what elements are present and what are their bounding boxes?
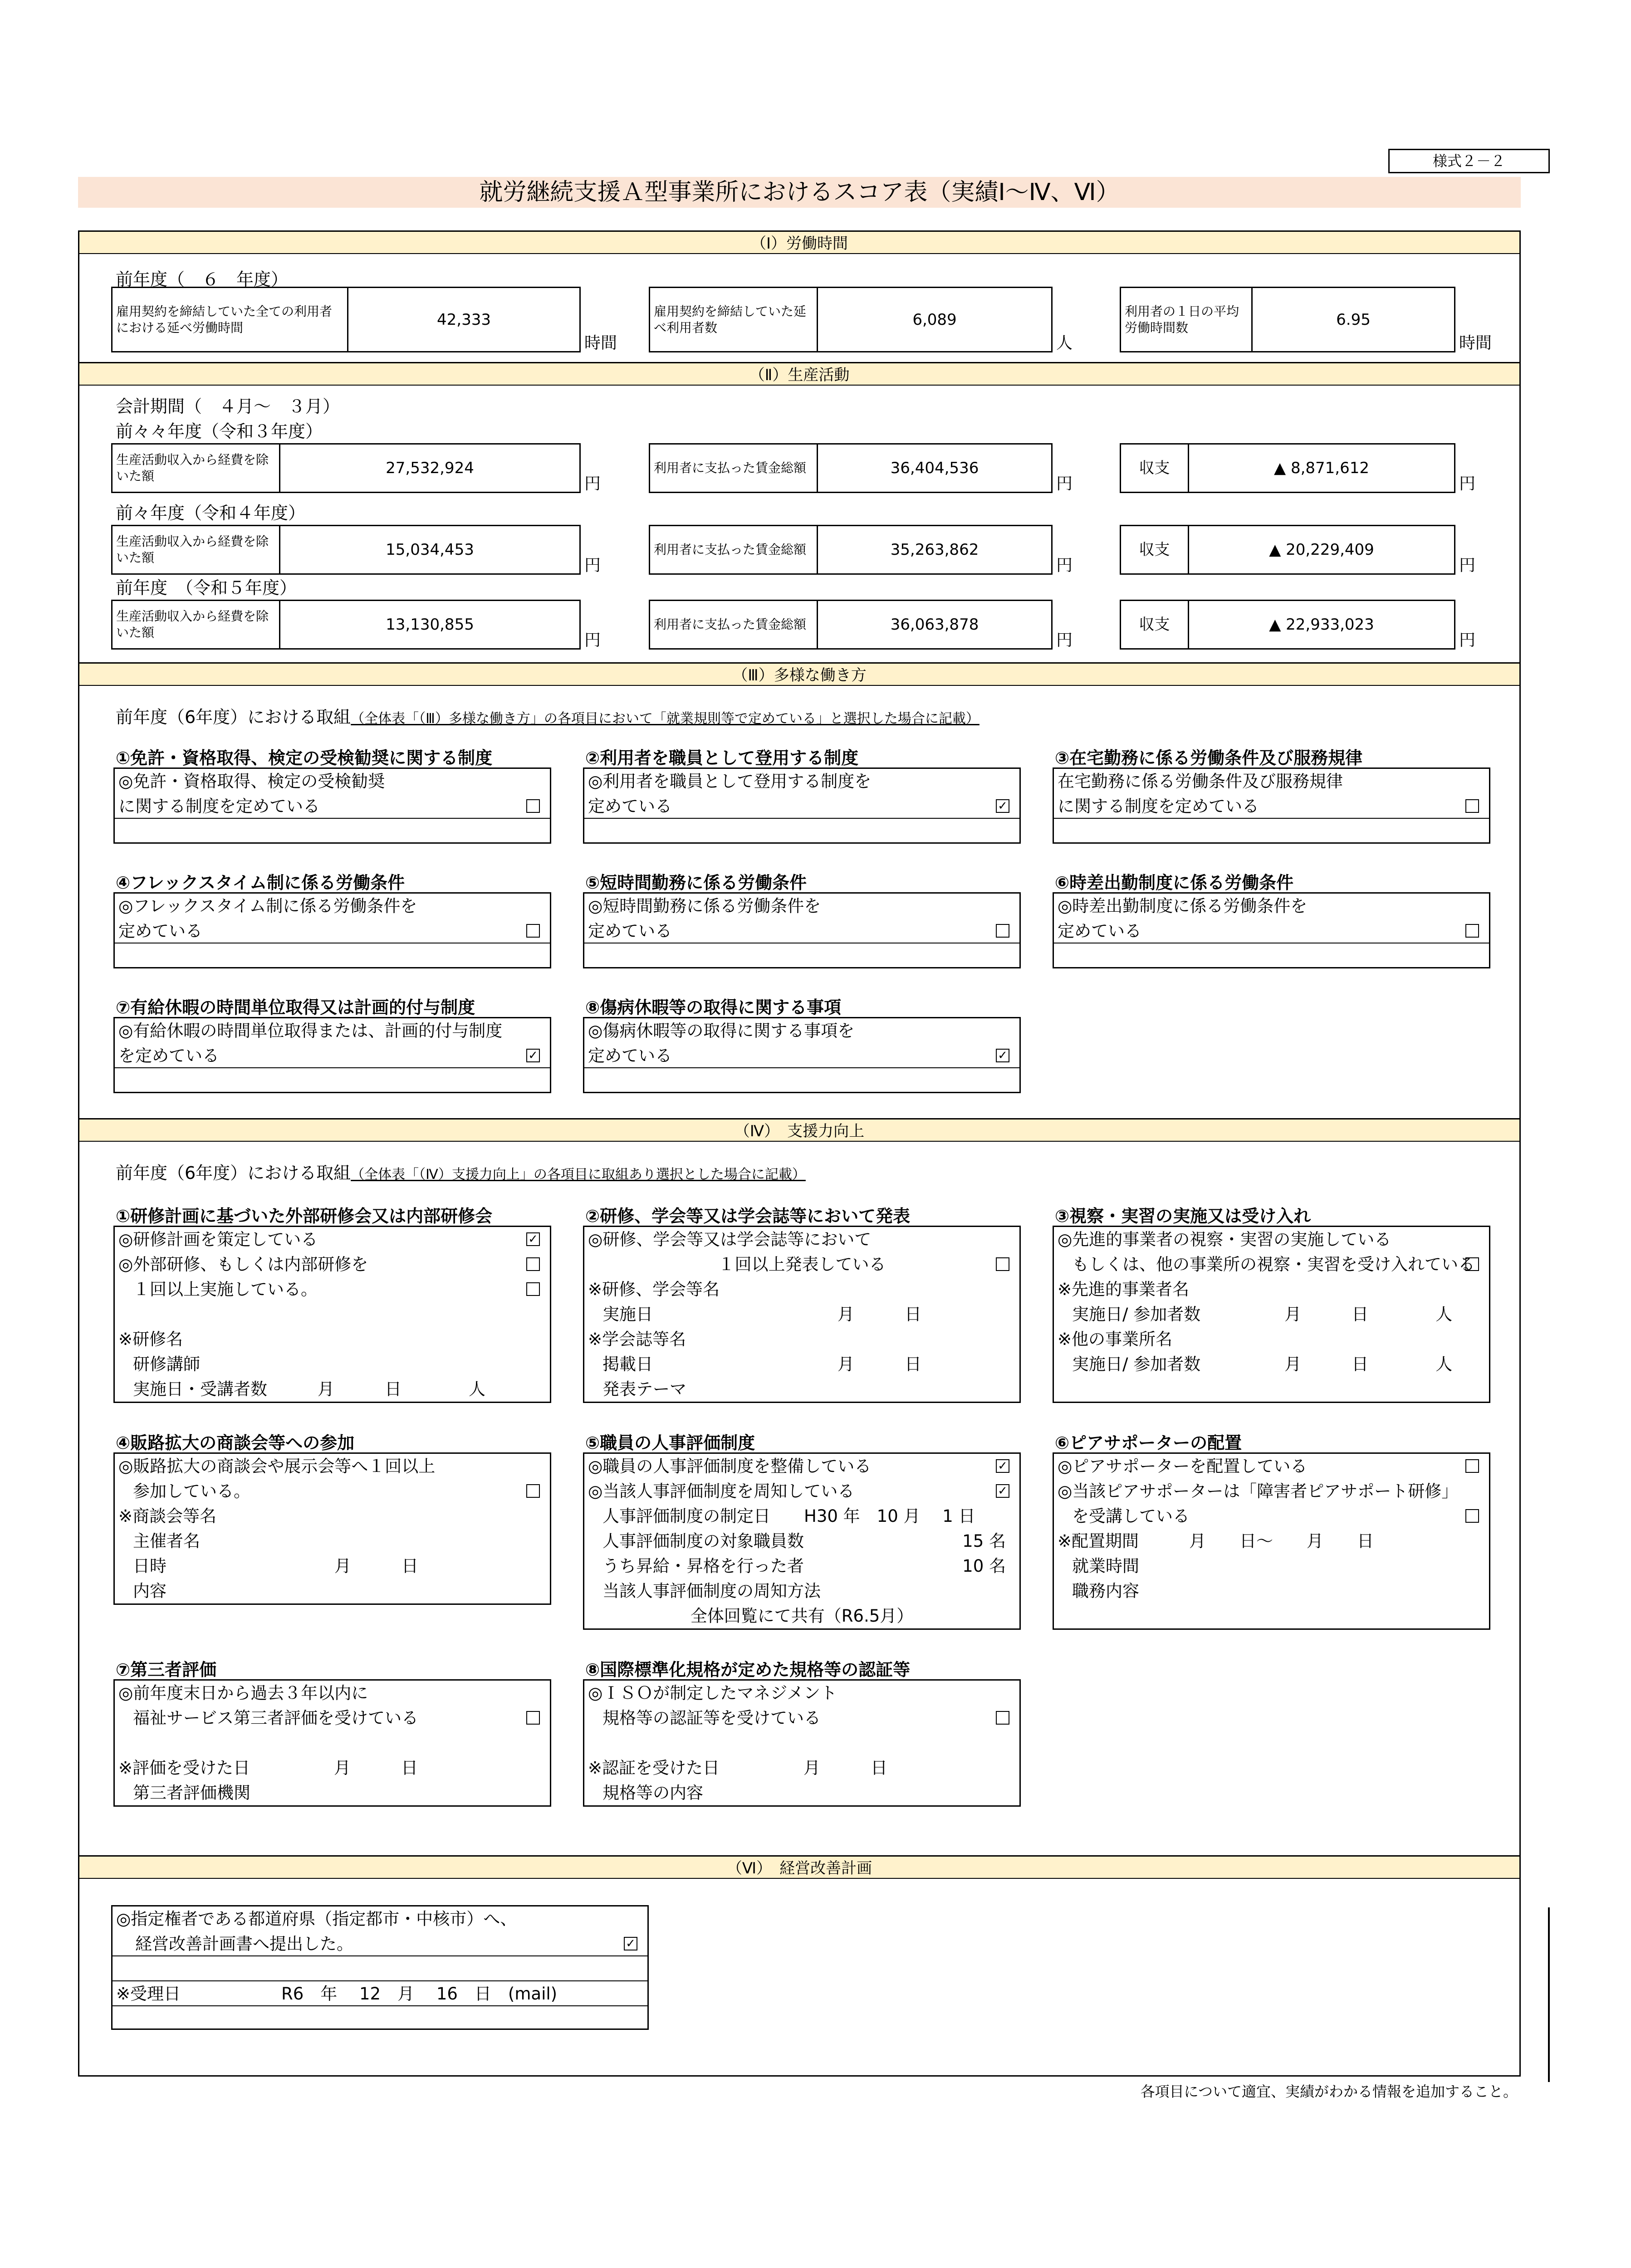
workstyle-item-line1: 在宅勤務に係る労働条件及び服務規律	[1058, 772, 1343, 791]
support-item-row: うち昇給・昇格を行った者 10 名	[584, 1554, 1019, 1579]
plan-row-1: ◎指定権者である都道府県（指定都市・中核市）へ、	[116, 1909, 517, 1929]
support-item-box	[583, 1452, 1021, 1630]
support-item-row: ◎当該人事評価制度を周知している ✓	[584, 1479, 1019, 1504]
support-item-checkbox[interactable]	[526, 1282, 540, 1296]
support-item-row: 実施日/ 参加者数 月 日 人	[1072, 1354, 1453, 1374]
support-item-title: ⑦第三者評価	[116, 1660, 217, 1680]
workstyle-item-line1: ◎時差出勤制度に係る労働条件を	[1058, 896, 1308, 916]
support-item-row: ◎前年度末日から過去３年以内に	[118, 1683, 368, 1703]
labor-hours-unit: 時間	[584, 334, 617, 352]
balance-box	[1120, 525, 1455, 575]
wage-label: 利用者に支払った賃金総額	[650, 445, 818, 492]
support-item-title: ④販路拡大の商談会等への参加	[116, 1433, 355, 1453]
wage-unit: 円	[1056, 474, 1073, 493]
labor-hours-label: 雇用契約を締結していた全ての利用者における延べ労働時間	[113, 288, 348, 351]
workstyle-item-line2: 定めている ✓	[584, 1043, 1019, 1068]
support-item-row: ※研修、学会等名	[588, 1280, 720, 1299]
balance-unit: 円	[1459, 474, 1476, 493]
support-item-title: ②研修、学会等又は学会誌等において発表	[585, 1206, 911, 1226]
support-item-checkbox[interactable]: ✓	[996, 1484, 1009, 1498]
support-item-box	[583, 1226, 1021, 1403]
workstyle-item-line3	[1054, 943, 1489, 968]
workstyle-item-box	[113, 1017, 551, 1093]
income-box	[111, 600, 581, 650]
workstyle-item-title: ⑥時差出勤制度に係る労働条件	[1055, 873, 1294, 893]
workstyle-item-checkbox[interactable]	[526, 799, 540, 813]
avg-hours-value: 6.95	[1336, 310, 1371, 329]
workstyle-item-line3	[115, 1068, 550, 1093]
support-item-row: ◎先進的事業者の視察・実習の実施している	[1058, 1230, 1391, 1249]
workstyle-item-box	[583, 1017, 1021, 1093]
section4-note: （全体表「（Ⅳ）支援力向上」の各項目に取組あり選択とした場合に記載）	[351, 1167, 806, 1183]
support-item-checkbox[interactable]	[1465, 1459, 1479, 1473]
workstyle-item-line1: ◎免許・資格取得、検定の受検勧奨	[118, 772, 385, 791]
support-item-box	[1053, 1452, 1490, 1630]
support-item-row: 内容	[133, 1581, 167, 1601]
accounting-period: 会計期間（ ４月～ ３月）	[116, 396, 340, 416]
workstyle-item-title: ②利用者を職員として登用する制度	[585, 748, 859, 768]
target-staff-count: 15 名	[962, 1531, 1006, 1551]
workstyle-item-line2: 定めている	[584, 919, 1019, 943]
workstyle-item-box	[1053, 892, 1490, 968]
support-item-row: ※研修名	[118, 1330, 183, 1349]
users-value: 6,089	[912, 310, 957, 329]
workstyle-item-checkbox[interactable]	[526, 924, 540, 938]
wage-value: 35,263,862	[890, 541, 979, 559]
wage-label: 利用者に支払った賃金総額	[650, 601, 818, 648]
management-plan-box	[111, 1905, 649, 2030]
wage-unit: 円	[1056, 631, 1073, 650]
support-item-row: ※学会誌等名	[588, 1330, 686, 1349]
support-item-checkbox[interactable]	[526, 1484, 540, 1498]
section3-heading: （Ⅲ）多様な働き方	[79, 662, 1519, 686]
income-box	[111, 525, 581, 575]
workstyle-item-checkbox[interactable]	[1465, 924, 1479, 938]
income-label: 生産活動収入から経費を除いた額	[113, 526, 280, 573]
wage-box	[649, 443, 1053, 493]
plan-row-3	[113, 1956, 647, 1981]
income-value: 27,532,924	[386, 459, 474, 477]
income-unit: 円	[584, 556, 601, 575]
support-item-row: 参加している。	[115, 1479, 550, 1504]
wage-unit: 円	[1056, 556, 1073, 575]
labor-hours-value: 42,333	[437, 310, 491, 329]
support-item-row: ※先進的事業者名	[1058, 1280, 1190, 1299]
section2-heading: （Ⅱ）生産活動	[79, 362, 1519, 386]
workstyle-item-line1: ◎短時間勤務に係る労働条件を	[588, 896, 821, 916]
workstyle-item-title: ④フレックスタイム制に係る労働条件	[116, 873, 405, 893]
support-item-checkbox[interactable]	[1465, 1509, 1479, 1523]
support-item-box	[1053, 1226, 1490, 1403]
support-item-row: 人事評価制度の対象職員数 15 名	[584, 1529, 1019, 1554]
support-item-box	[113, 1679, 551, 1807]
support-item-box	[113, 1226, 551, 1403]
support-item-checkbox[interactable]	[526, 1711, 540, 1725]
balance-box	[1120, 443, 1455, 493]
support-item-row	[1054, 1377, 1489, 1402]
workstyle-item-line2: 定めている	[1054, 919, 1489, 943]
avg-hours-unit: 時間	[1459, 334, 1492, 352]
wage-label: 利用者に支払った賃金総額	[650, 526, 818, 573]
section4-intro-text: 前年度（6年度）における取組	[116, 1163, 351, 1183]
support-item-row: 職務内容	[1072, 1581, 1139, 1601]
support-item-row: 規格等の認証等を受けている	[584, 1706, 1019, 1730]
footer-note: 各項目について適宜、実績がわかる情報を追加すること。	[1140, 2083, 1518, 2100]
support-item-row: 研修講師	[133, 1354, 200, 1374]
workstyle-item-line2: 定めている ✓	[584, 794, 1019, 819]
users-label: 雇用契約を締結していた延べ利用者数	[650, 288, 818, 351]
production-year-label: 前々々年度（令和３年度）	[116, 421, 323, 441]
income-label: 生産活動収入から経費を除いた額	[113, 445, 280, 492]
support-item-row: ◎販路拡大の商談会や展示会等へ１回以上	[118, 1457, 436, 1476]
income-unit: 円	[584, 631, 601, 650]
support-item-checkbox[interactable]	[1465, 1257, 1479, 1271]
support-item-row	[584, 1730, 1019, 1755]
plan-row-2: 経営改善計画書へ提出した。 ✓	[113, 1931, 647, 1956]
support-item-row	[115, 1302, 550, 1327]
users-unit: 人	[1056, 334, 1073, 352]
form-id: 様式２－２	[1388, 149, 1550, 173]
balance-unit: 円	[1459, 631, 1476, 650]
workstyle-item-title: ⑧傷病休暇等の取得に関する事項	[585, 997, 842, 1017]
workstyle-item-line1: ◎有給休暇の時間単位取得または、計画的付与制度	[118, 1021, 503, 1041]
users-box	[649, 287, 1053, 352]
plan-row-4: ※受理日 R6 年 12 月 16 日 (mail)	[113, 1981, 647, 2006]
support-item-row: 日時 月 日	[133, 1556, 418, 1576]
labor-hours-box	[111, 287, 581, 352]
support-item-row: ※評価を受けた日 月 日	[118, 1758, 418, 1778]
workstyle-item-line3	[115, 943, 550, 968]
support-item-checkbox[interactable]	[996, 1711, 1009, 1725]
support-item-box	[113, 1452, 551, 1605]
support-item-row: ◎研修計画を策定している ✓	[115, 1227, 550, 1252]
section6-heading: （Ⅵ） 経営改善計画	[79, 1855, 1519, 1879]
support-item-row: 就業時間	[1072, 1556, 1139, 1576]
income-label: 生産活動収入から経費を除いた額	[113, 601, 280, 648]
support-item-checkbox[interactable]: ✓	[996, 1459, 1009, 1473]
workstyle-item-checkbox[interactable]: ✓	[996, 1049, 1009, 1062]
support-item-row	[115, 1730, 550, 1755]
workstyle-item-title: ①免許・資格取得、検定の受検勧奨に関する制度	[116, 748, 493, 768]
balance-value: ▲ 20,229,409	[1269, 541, 1374, 559]
support-item-row: もしくは、他の事業所の視察・実習を受け入れている	[1054, 1252, 1489, 1277]
workstyle-item-checkbox[interactable]: ✓	[996, 799, 1009, 813]
support-item-row: ※配置期間 月 日～ 月 日	[1058, 1531, 1374, 1551]
workstyle-item-title: ③在宅勤務に係る労働条件及び服務規律	[1055, 748, 1363, 768]
margin-line	[1548, 1907, 1550, 2082]
production-year-label: 前々年度（令和４年度）	[116, 503, 306, 523]
workstyle-item-line3	[115, 819, 550, 844]
support-item-title: ⑧国際標準化規格が定めた規格等の認証等	[585, 1660, 911, 1680]
income-value: 15,034,453	[386, 541, 474, 559]
support-item-row: 実施日/ 参加者数 月 日 人	[1072, 1305, 1453, 1324]
wage-box	[649, 600, 1053, 650]
workstyle-item-line3	[584, 819, 1019, 844]
support-item-title: ⑥ピアサポーターの配置	[1055, 1433, 1242, 1453]
plan-row-5	[113, 2006, 647, 2031]
balance-unit: 円	[1459, 556, 1476, 575]
support-item-row: ※認証を受けた日 月 日	[588, 1758, 888, 1778]
balance-value: ▲ 8,871,612	[1274, 459, 1369, 477]
support-item-row: 主催者名	[133, 1531, 200, 1551]
avg-hours-box	[1120, 287, 1455, 352]
plan-submitted-checkbox[interactable]: ✓	[624, 1937, 637, 1950]
support-item-row: ◎職員の人事評価制度を整備している ✓	[584, 1454, 1019, 1479]
workstyle-item-title: ⑦有給休暇の時間単位取得又は計画的付与制度	[116, 997, 475, 1017]
workstyle-item-checkbox[interactable]	[1465, 799, 1479, 813]
section1-year: 前年度（ ６ 年度）	[116, 269, 289, 289]
workstyle-item-box	[1053, 767, 1490, 844]
income-box	[111, 443, 581, 493]
workstyle-item-line1: ◎利用者を職員として登用する制度を	[588, 772, 872, 791]
balance-value: ▲ 22,933,023	[1269, 616, 1374, 634]
support-item-row: ※他の事業所名	[1058, 1330, 1173, 1349]
wage-box	[649, 525, 1053, 575]
workstyle-item-box	[583, 767, 1021, 844]
workstyle-item-box	[113, 892, 551, 968]
support-item-row: １回以上実施している。	[115, 1277, 550, 1302]
support-item-row: ◎当該ピアサポーターは「障害者ピアサポート研修」	[1058, 1481, 1459, 1501]
support-item-row: 実施日・受講者数 月 日 人	[133, 1379, 485, 1399]
support-item-row: ◎外部研修、もしくは内部研修を	[115, 1252, 550, 1277]
section3-note: （全体表「（Ⅲ）多様な働き方」の各項目において「就業規則等で定めている」と選択した場合に記載）	[351, 711, 980, 727]
support-item-row: 福祉サービス第三者評価を受けている	[115, 1706, 550, 1730]
support-item-row: 掲載日 月 日	[602, 1354, 921, 1374]
support-item-row: １回以上発表している	[584, 1252, 1019, 1277]
section3-intro-text: 前年度（6年度）における取組	[116, 707, 351, 727]
balance-box	[1120, 600, 1455, 650]
section1-heading: （Ⅰ）労働時間	[79, 230, 1519, 254]
support-item-row: 第三者評価機関	[133, 1783, 250, 1803]
support-item-title: ⑤職員の人事評価制度	[585, 1433, 755, 1453]
income-value: 13,130,855	[386, 616, 474, 634]
workstyle-item-box	[583, 892, 1021, 968]
support-item-checkbox[interactable]	[526, 1257, 540, 1271]
support-item-title: ③視察・実習の実施又は受け入れ	[1055, 1206, 1311, 1226]
workstyle-item-line2: を定めている ✓	[115, 1043, 550, 1068]
section4-heading: （Ⅳ） 支援力向上	[79, 1118, 1519, 1142]
support-item-box	[583, 1679, 1021, 1807]
section4-intro	[116, 1159, 806, 1184]
workstyle-item-line1: ◎傷病休暇等の取得に関する事項を	[588, 1021, 855, 1041]
balance-label: 収支	[1121, 526, 1189, 573]
wage-value: 36,404,536	[890, 459, 979, 477]
workstyle-item-line2: に関する制度を定めている	[1054, 794, 1489, 819]
support-item-title: ①研修計画に基づいた外部研修会又は内部研修会	[116, 1206, 493, 1226]
support-item-row: を受講している	[1054, 1504, 1489, 1529]
production-year-label: 前年度 （令和５年度）	[116, 578, 297, 598]
support-item-row: ◎ピアサポーターを配置している	[1054, 1454, 1489, 1479]
balance-label: 収支	[1121, 445, 1189, 492]
support-item-row: ◎ＩＳＯが制定したマネジメント	[588, 1683, 838, 1703]
section3-intro	[116, 703, 980, 728]
support-item-row: ※商談会等名	[118, 1506, 217, 1526]
workstyle-item-box	[113, 767, 551, 844]
workstyle-item-checkbox[interactable]: ✓	[526, 1049, 540, 1062]
support-item-row: 発表テーマ	[602, 1379, 686, 1399]
workstyle-item-line2: に関する制度を定めている	[115, 794, 550, 819]
workstyle-item-line3	[584, 1068, 1019, 1093]
workstyle-item-checkbox[interactable]	[996, 924, 1009, 938]
support-item-checkbox[interactable]: ✓	[526, 1232, 540, 1246]
page-title: 就労継続支援Ａ型事業所におけるスコア表（実績Ⅰ～Ⅳ、Ⅵ）	[78, 177, 1521, 208]
wage-value: 36,063,878	[890, 616, 979, 634]
workstyle-item-line3	[1054, 819, 1489, 844]
support-item-row: 規格等の内容	[602, 1783, 703, 1803]
support-item-row: ◎研修、学会等又は学会誌等において	[588, 1230, 872, 1249]
avg-hours-label: 利用者の１日の平均労働時間数	[1121, 288, 1253, 351]
support-item-row: 当該人事評価制度の周知方法	[602, 1581, 821, 1601]
support-item-row: 全体回覧にて共有（R6.5月）	[690, 1606, 914, 1626]
promoted-staff-count: 10 名	[962, 1556, 1006, 1576]
income-unit: 円	[584, 474, 601, 493]
workstyle-item-line1: ◎フレックスタイム制に係る労働条件を	[118, 896, 417, 916]
support-item-checkbox[interactable]	[996, 1257, 1009, 1271]
support-item-row: 人事評価制度の制定日 H30 年 10 月 1 日	[602, 1506, 975, 1526]
balance-label: 収支	[1121, 601, 1189, 648]
workstyle-item-title: ⑤短時間勤務に係る労働条件	[585, 873, 807, 893]
support-item-row: 実施日 月 日	[602, 1305, 921, 1324]
support-item-row	[1054, 1603, 1489, 1628]
workstyle-item-line2: 定めている	[115, 919, 550, 943]
workstyle-item-line3	[584, 943, 1019, 968]
